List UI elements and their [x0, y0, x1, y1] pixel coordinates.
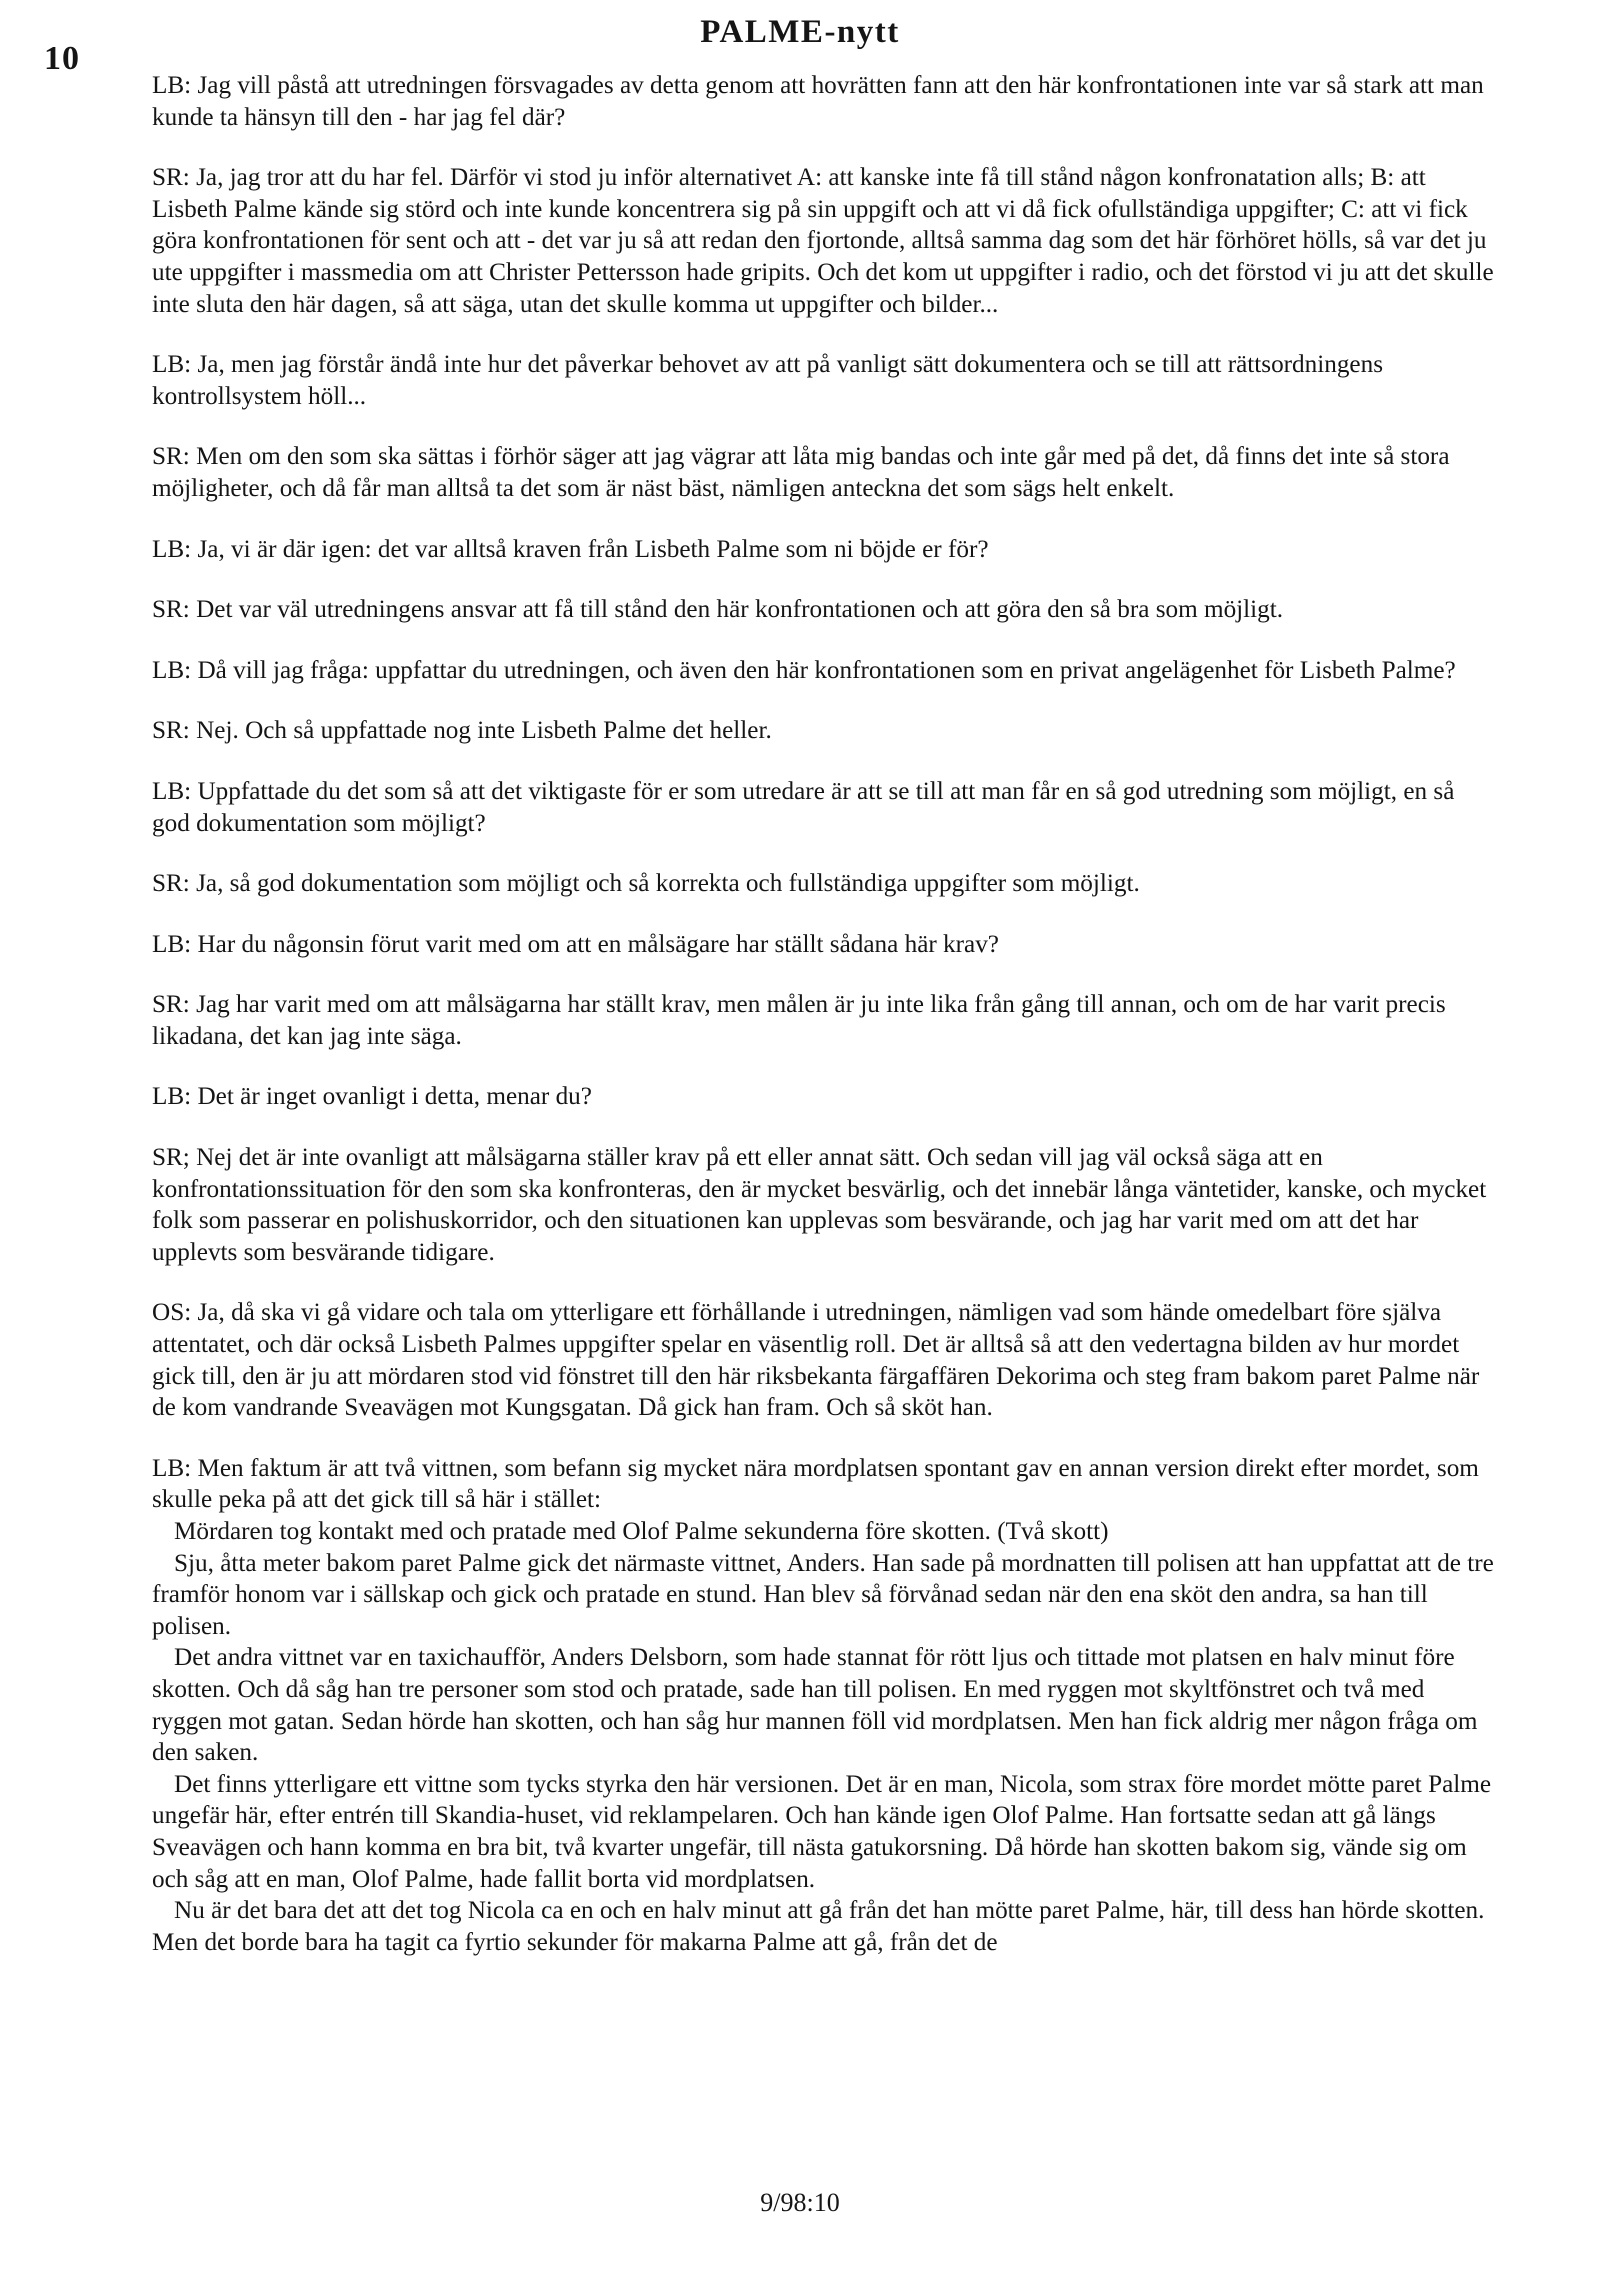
paragraph: SR: Ja, jag tror att du har fel. Därför vi stod ju inför alternativet A: att kanske inte få till stånd någon konfronatation alls; B: att Lisbeth Palme kände sig störd och inte kunde koncentrera sig på sin uppgift och att vi då fick ofullständiga uppgifter; C: att vi fick göra konfrontationen för sent och att - det var ju så att redan den fjortonde, alltså samma dag som det här förhöret hölls, så var det ju ute uppgifter i massmedia om att Christer Pettersson hade gripits. Och det kom ut uppgifter i radio, och det förstod vi ju att det skulle inte sluta den här dagen, så att säga, utan det skulle komma ut uppgifter och bilder... — [152, 164, 1494, 318]
newsletter-title: PALME-nytt — [700, 14, 900, 50]
paragraph: LB: Det är inget ovanligt i detta, menar du? — [152, 1083, 592, 1111]
indented-paragraph: Det finns ytterligare ett vittne som tycks styrka den här versionen. Det är en man, Nicola, som strax före mordet mötte paret Palme ungefär här, efter entrén till Skandia-huset, vid reklampelaren. Och han kände igen Olof Palme. Han fortsatte sedan att gå längs Sveavägen och hann komma en bra bit, två kvarter ungefär, till nästa gatukorsning. Då hörde han skotten bakom sig, vände sig om och såg att en man, Olof Palme, hade fallit borta vid mordplatsen. — [152, 1770, 1492, 1893]
indented-paragraph: Det andra vittnet var en taxichaufför, Anders Delsborn, som hade stannat för rött ljus och tittade mot platsen en halv minut före skotten. Och då såg han tre personer som stod och pratade, sade han till polisen. En med ryggen mot skyltfönstret och två med ryggen mot gatan. Sedan hörde han skotten, och han såg hur mannen föll vid mordplatsen. Men han fick aldrig mer någon fråga om den saken. — [152, 1644, 1478, 1767]
paragraph: LB: Ja, men jag förstår ändå inte hur det påverkar behovet av att på vanligt sätt dokumentera och se till att rättsordningens kontrollsystem höll... — [152, 351, 1384, 410]
paragraph: SR: Det var väl utredningens ansvar att få till stånd den här konfrontationen och att göra den så bra som möjligt. — [152, 596, 1284, 624]
article-body — [152, 70, 1497, 1958]
paragraph: SR: Nej. Och så uppfattade nog inte Lisbeth Palme det heller. — [152, 717, 772, 745]
indented-paragraph: Mördaren tog kontakt med och pratade med Olof Palme sekunderna före skotten. (Två skott) — [174, 1518, 1109, 1545]
indented-paragraph: Sju, åtta meter bakom paret Palme gick det närmaste vittnet, Anders. Han sade på mordnatten till polisen att han uppfattat att de tre framför honom var i sällskap och gick och pratade en stund. Han blev så förvånad sedan när den ena sköt den andra, sa han till polisen. — [152, 1549, 1494, 1640]
paragraph: OS: Ja, då ska vi gå vidare och tala om ytterligare ett förhållande i utredningen, nämligen vad som hände omedelbart före själva attentatet, och där också Lisbeth Palmes uppgifter spelar en väsentlig roll. Det är alltså så att den vedertagna bilden av hur mordet gick till, den är ju att mördaren stod vid fönstret till den här riksbekanta färgaffären Dekorima och steg fram bakom paret Palme när de kom vandrande Sveavägen mot Kungsgatan. Då gick han fram. Och så sköt han. — [152, 1299, 1480, 1422]
page-number: 10 — [44, 40, 80, 77]
paragraph: LB: Men faktum är att två vittnen, som befann sig mycket nära mordplatsen spontant gav en annan version direkt efter mordet, som skulle peka på att det gick till så här i stället: — [152, 1454, 1479, 1514]
paragraph: LB: Jag vill påstå att utredningen försvagades av detta genom att hovrätten fann att den här konfrontationen inte var så stark att man kunde ta hänsyn till den - har jag fel där? — [152, 72, 1484, 131]
paragraph: SR; Nej det är inte ovanligt att målsägarna ställer krav på ett eller annat sätt. Och sedan vill jag väl också säga att en konfrontationssituation för den som ska konfronteras, den är mycket besvärlig, och det innebär långa väntetider, kanske, och mycket folk som passerar en polishuskorridor, och den situationen kan upplevas som besvärande, och jag har varit med om att det har upplevts som besvärande tidigare. — [152, 1144, 1487, 1266]
paragraph: LB: Då vill jag fråga: uppfattar du utredningen, och även den här konfrontationen som en privat angelägenhet för Lisbeth Palme? — [152, 656, 1456, 684]
paragraph: SR: Jag har varit med om att målsägarna har ställt krav, men målen är ju inte lika från gång till annan, och om de har varit precis likadana, det kan jag inte säga. — [152, 991, 1446, 1050]
paragraph: LB: Ja, vi är där igen: det var alltså kraven från Lisbeth Palme som ni böjde er för? — [152, 535, 989, 563]
paragraph: SR: Ja, så god dokumentation som möjligt och så korrekta och fullständiga uppgifter som möjligt. — [152, 870, 1140, 898]
paragraph: LB: Uppfattade du det som så att det viktigaste för er som utredare är att se till att man får en så god utredning som möjligt, en så god dokumentation som möjligt? — [152, 777, 1455, 837]
issue-footer: 9/98:10 — [760, 2188, 840, 2217]
paragraph: SR: Men om den som ska sättas i förhör säger att jag vägrar att låta mig bandas och inte går med på det, då finns det inte så stora möjligheter, och då får man alltså ta det som är näst bäst, nämligen anteckna det som sägs helt enkelt. — [152, 443, 1450, 502]
paragraph: LB: Har du någonsin förut varit med om att en målsägare har ställt sådana här krav? — [152, 930, 999, 958]
indented-paragraph: Nu är det bara det att det tog Nicola ca en och en halv minut att gå från det han mötte paret Palme, här, till dess han hörde skotten. Men det borde bara ha tagit ca fyrtio sekunder för makarna Palme att gå, från det de — [152, 1897, 1485, 1956]
